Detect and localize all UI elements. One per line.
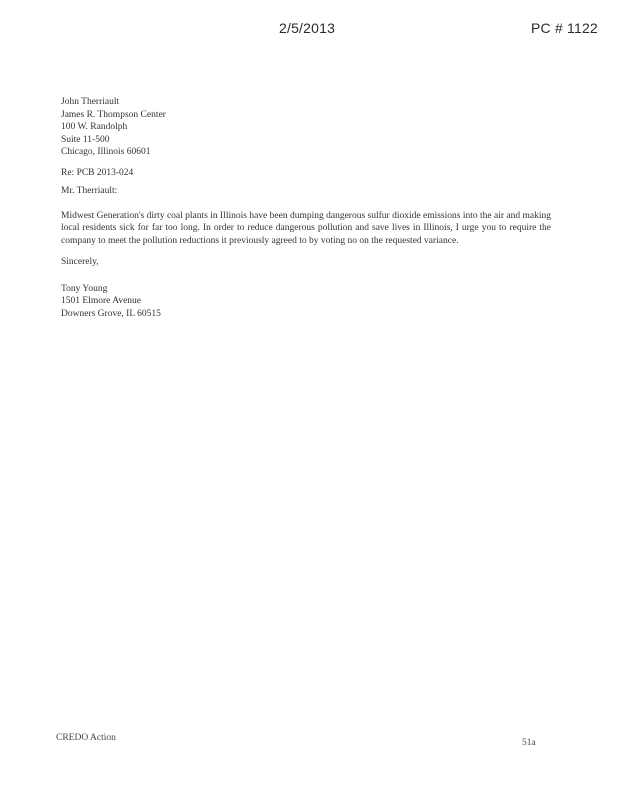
- body-paragraph: Midwest Generation's dirty coal plants in Illinois have been dumping dangerous sulfur dioxide emissions into the air and making local residents sick for far too long. In order to reduce dangerous pollution and save lives in Illinois, I urge you to require the company to meet the pollution reductions it previously agreed to by voting no on the requested variance.: [61, 210, 551, 246]
- header-date: 2/5/2013: [279, 20, 336, 36]
- recipient-line: Suite 11-500: [61, 134, 110, 145]
- recipient-line: 100 W. Randolph: [61, 122, 128, 132]
- letter-body: [61, 96, 551, 320]
- salutation: Mr. Therriault:: [61, 186, 118, 196]
- closing: Sincerely,: [61, 257, 99, 267]
- recipient-line: James R. Thompson Center: [61, 109, 166, 120]
- page-number: 51a: [522, 738, 536, 748]
- sender-line: Downers Grove, IL 60515: [61, 308, 161, 319]
- sender-line: 1501 Elmore Avenue: [61, 296, 142, 306]
- recipient-address: [61, 96, 551, 159]
- recipient-line: John Therriault: [61, 97, 120, 107]
- reference-line: Re: PCB 2013-024: [61, 167, 134, 178]
- pc-number: PC # 1122: [531, 20, 598, 36]
- sender-address: [61, 283, 551, 321]
- sender-line: Tony Young: [61, 283, 108, 294]
- footer-source: CREDO Action: [56, 733, 116, 743]
- recipient-line: Chicago, Illinois 60601: [61, 147, 151, 157]
